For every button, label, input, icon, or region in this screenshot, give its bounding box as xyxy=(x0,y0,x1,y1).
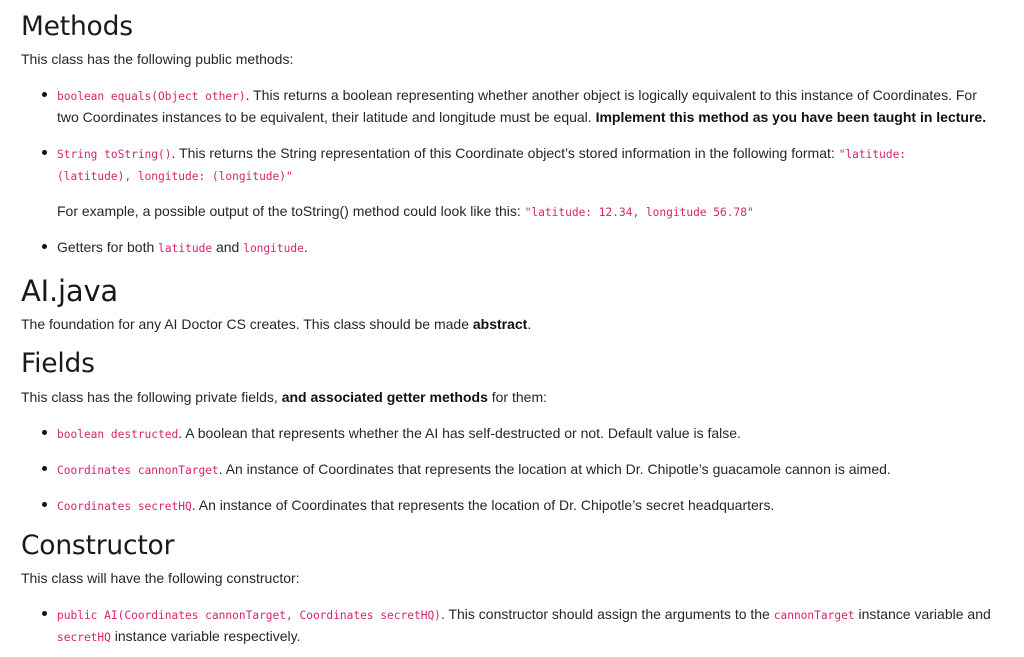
equals-code: boolean equals(Object other) xyxy=(57,90,246,103)
getters-code-longitude: longitude xyxy=(243,242,304,255)
fields-heading: Fields xyxy=(21,348,95,379)
ai-bold: abstract xyxy=(472,316,528,332)
field-item xyxy=(57,424,741,444)
ai-text-1: The foundation for any AI Doctor CS creates. This class should be made xyxy=(21,316,473,332)
bullet xyxy=(42,244,47,249)
constructor-code: public AI(Coordinates cannonTarget, Coordinates secretHQ) xyxy=(57,609,441,622)
field-code: boolean destructed xyxy=(57,428,179,441)
tostring-format-1: "latitude: xyxy=(838,148,907,161)
tostring-code: String toString() xyxy=(57,148,172,161)
getters-text-2: and xyxy=(212,239,244,255)
ai-heading: AI.java xyxy=(21,274,118,308)
fields-intro xyxy=(21,388,547,406)
ai-text-2: . xyxy=(527,316,532,332)
bullet xyxy=(42,92,47,97)
tostring-example-text: For example, a possible output of the toString() method could look like this: xyxy=(57,203,525,219)
tostring-example xyxy=(57,202,754,222)
constructor-heading: Constructor xyxy=(21,530,175,561)
tostring-format-2: (latitude), longitude: (longitude)" xyxy=(57,170,293,183)
fields-intro-2: for them: xyxy=(487,389,547,405)
tostring-text-1: . This returns the String representation of this Coordinate object’s stored information in the following format: xyxy=(171,145,839,161)
field-code: Coordinates secretHQ xyxy=(57,500,192,513)
equals-bold: Implement this method as you have been taught in lecture. xyxy=(595,109,987,125)
bullet xyxy=(42,430,47,435)
bullet xyxy=(42,502,47,507)
fields-intro-1: This class has the following private fields, xyxy=(21,389,282,405)
bullet xyxy=(42,466,47,471)
constructor-line-1 xyxy=(57,605,991,625)
bullet xyxy=(42,150,47,155)
field-code: Coordinates cannonTarget xyxy=(57,464,219,477)
equals-text-2: two Coordinates instances to be equivalent, their latitude and longitude must be equal. xyxy=(57,109,596,125)
getters-line xyxy=(57,238,308,258)
getters-text-1: Getters for both xyxy=(57,239,159,255)
tostring-line-2 xyxy=(57,166,293,186)
field-item xyxy=(57,496,774,516)
methods-heading: Methods xyxy=(21,11,133,42)
field-text: . An instance of Coordinates that represents the location of Dr. Chipotle’s secret headquarters. xyxy=(191,497,775,513)
tostring-example-code: "latitude: 12.34, longitude 56.78" xyxy=(524,206,754,219)
constructor-text-2: instance variable and xyxy=(854,606,991,622)
field-text: . An instance of Coordinates that represents the location at which Dr. Chipotle’s guacamole cannon is aimed. xyxy=(218,461,891,477)
getters-code-latitude: latitude xyxy=(158,242,213,255)
getters-text-3: . xyxy=(303,239,308,255)
equals-line-2 xyxy=(57,108,986,126)
field-item xyxy=(57,460,891,480)
tostring-line-1 xyxy=(57,144,906,164)
constructor-line-2 xyxy=(57,627,301,647)
methods-intro: This class has the following public methods: xyxy=(21,51,294,67)
constructor-code-cannon: cannonTarget xyxy=(773,609,855,622)
constructor-text-1: . This constructor should assign the arguments to the xyxy=(440,606,774,622)
constructor-text-3: instance variable respectively. xyxy=(110,628,301,644)
ai-description xyxy=(21,315,531,333)
fields-intro-bold: and associated getter methods xyxy=(281,389,488,405)
field-text: . A boolean that represents whether the AI has self-destructed or not. Default value is false. xyxy=(178,425,741,441)
equals-line-1 xyxy=(57,86,977,106)
bullet xyxy=(42,611,47,616)
constructor-intro: This class will have the following constructor: xyxy=(21,570,300,586)
constructor-code-secret: secretHQ xyxy=(57,631,111,644)
equals-text-1: . This returns a boolean representing whether another object is logically equivalent to this instance of Coordinates. For xyxy=(245,87,977,103)
